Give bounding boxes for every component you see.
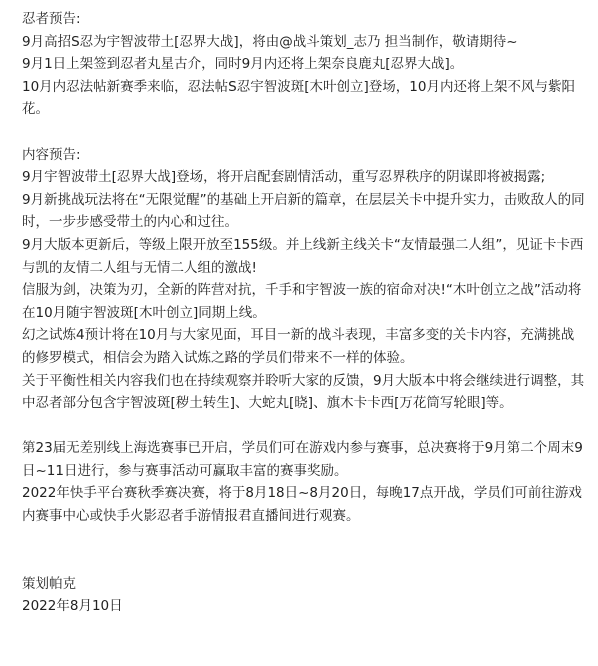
content-line: 9月大版本更新后，等级上限开放至155级。并上线新主线关卡“友情最强二人组”，见证卡卡西与凯的友情二人组与无情二人组的激战! [22,236,584,276]
event-line: 2022年快手平台赛秋季赛决赛，将于8月18日~8月20日，每晚17点开战，学员们可前往游戏内赛事中心或快手火影忍者手游情报君直播间进行观赛。 [22,485,582,525]
signature: 策划帕克 [22,575,76,592]
event-line: 第23届无差别线上海选赛事已开启，学员们可在游戏内参与赛事，总决赛将于9月第二个周末9日~11日进行，参与赛事活动可赢取丰富的赛事奖励。 [22,440,583,479]
date: 2022年8月10日 [22,598,123,615]
section-spacer [22,121,586,144]
section-spacer [22,528,586,573]
content-line: 信服为剑，决策为刃，全新的阵营对抗，千手和宇智波一族的宿命对决!“木叶创立之战”活动将在10月随宇智波斑[木叶创立]同期上线。 [22,282,582,321]
content-line: 关于平衡性相关内容我们也在持续观察并聆听大家的反馈，9月大版本中将会继续进行调整，其中忍者部分包含宇智波斑[秽土转生]、大蛇丸[晓]、旗木卡卡西[万花筒写轮眼]等。 [22,372,585,412]
preview-heading: 忍者预告: [22,11,81,27]
content-line: 9月宇智波带土[忍界大战]登场，将开启配套剧情活动，重写忍界秩序的阴谋即将被揭露; [22,169,546,186]
section-spacer [22,415,586,438]
content-line: 幻之试炼4预计将在10月与大家见面，耳目一新的战斗表现，丰富多变的关卡内容，充满挑战的修罗模式，相信会为踏入试炼之路的学员们带来不一样的体验。 [22,327,575,366]
content-line: 9月新挑战玩法将在“无限觉醒”的基础上开启新的篇章，在层层关卡中提升实力，击败敌人的同时，一步步感受带土的内心和过往。 [22,191,585,231]
content-heading: 内容预告: [22,146,81,163]
preview-line: 10月内忍法帖新赛季来临，忍法帖S忍宇智波斑[木叶创立]登场，10月内还将上架不风与紫阳花。 [22,78,575,118]
preview-line: 9月1日上架签到忍者丸星古介，同时9月内还将上架奈良鹿丸[忍界大战]。 [22,56,464,73]
preview-line: 9月高招S忍为宇智波带土[忍界大战]，将由@战斗策划_志乃 担当制作，敬请期待~ [22,33,518,50]
